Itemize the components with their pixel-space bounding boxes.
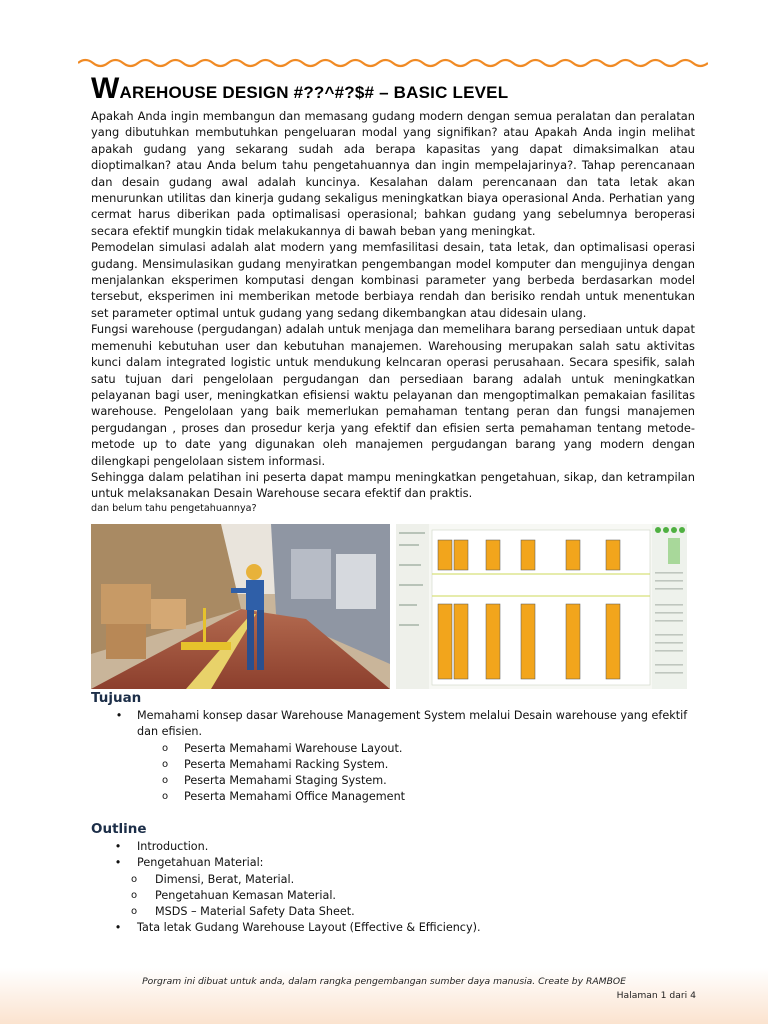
outline-sub-text: Dimensi, Berat, Material. [155,872,295,886]
outline-item-text: Pengetahuan Material: [137,856,264,870]
tujuan-sub-item [91,757,701,773]
warehouse-simulation-screenshot [396,524,687,689]
outline-item-text: Introduction. [137,840,209,853]
tujuan-heading: Tujuan [91,690,142,706]
tujuan-sub-text: Peserta Memahami Racking System. [184,757,389,771]
header-wave-divider [78,56,708,70]
outline-sub-text: MSDS – Material Safety Data Sheet. [155,905,355,919]
simulation-paragraph: Pemodelan simulasi adalah alat modern yang memfasilitasi desain, tata letak, dan optimalisasi operasi gudang. Mensimulasikan gudang menyiratkan pengembangan model komputer dan mengujinya dengan menjalankan eksperimen komputasi dengan kombinasi parameter yang berbeda berdasarkan model tersebut, eksperimen ini memberikan metode berbiaya rendah dan berisiko rendah untuk menentukan set parameter optimal untuk gudang yang sedang dikembangkan atau didesain ulang. [91,240,695,320]
bullet-dot-icon: • [114,840,122,853]
tujuan-sub-text: Peserta Memahami Office Management [184,790,406,804]
circle-bullet-icon: o [131,906,138,918]
circle-bullet-icon: o [162,791,169,803]
title-initial: W [91,72,120,105]
warehouse-worker-photo [91,524,390,689]
circle-bullet-icon: o [162,742,169,754]
tujuan-main-bullet [91,708,701,724]
page-title [91,74,695,104]
outline-sub-item [91,872,701,888]
outline-item [91,855,701,871]
page-body [91,74,695,515]
function-paragraph: Fungsi warehouse (pergudangan) adalah untuk menjaga dan memelihara barang persediaan untuk dapat memenuhi kebutuhan user dan kebutuhan manajemen. Warehousing merupakan salah satu aktivitas kunci dalam integrated logistic untuk mendukung kelncaran operasi perusahaan. Secara spesifik, salah satu tujuan dari pengelolaan pergudangan dan persediaan barang adalah untuk meningkatkan pelayanan bagi user, meningkatkan efisiensi waktu pelayanan dan mengoptimalkan pemakaian fasilitas warehouse. Pengelolaan yang baik memerlukan pemahaman tentang peran dan fungsi manajemen pergudangan , proses dan prosedur kerja yang efektif dan efisien serta pemahaman tentang metode-metode up to date yang digunakan oleh manajemen pergudangan barang yang modern dengan dilengkapi pengelolaan sistem informasi. [91,322,695,468]
illustration-row [91,524,687,689]
outline-item-text: Tata letak Gudang Warehouse Layout (Effective & Efficiency). [137,921,481,935]
outline-section [91,821,701,937]
tujuan-sub-item [91,773,701,789]
page-number: Halaman 1 dari 4 [616,990,696,1001]
footer-note: Porgram ini dibuat untuk anda, dalam rangka pengembangan sumber daya manusia. Create by RAMBOE [142,976,626,987]
title-text: AREHOUSE DESIGN #??^#?$# – BASIC LEVEL [119,83,509,102]
conclusion-paragraph: Sehingga dalam pelatihan ini peserta dapat mampu meningkatkan pengetahuan, sikap, dan ketrampilan untuk melaksanakan Desain Warehouse secara efektif dan praktis. [91,469,695,501]
circle-bullet-icon: o [131,873,138,885]
outline-sub-item [91,888,701,904]
circle-bullet-icon: o [162,758,169,770]
bullet-dot-icon: • [115,709,123,722]
circle-bullet-icon: o [131,889,138,901]
tujuan-main-cont: dan efisien. [137,725,203,739]
tujuan-main-text: Memahami konsep dasar Warehouse Management System melalui Desain warehouse yang efektif [137,709,688,722]
tujuan-sub-text: Peserta Memahami Staging System. [184,774,387,788]
outline-item [91,920,701,936]
outline-item [91,839,701,855]
tujuan-sub-item [91,789,701,805]
tujuan-sub-text: Peserta Memahami Warehouse Layout. [184,741,403,755]
intro-paragraph: Apakah Anda ingin membangun dan memasang gudang modern dengan semua peralatan dan peralatan yang dibutuhkan membutuhkan pengeluaran modal yang signifikan? atau Apakah Anda ingin melihat apakah gudang yang sekarang sudah ada berapa kapasitas yang dapat dimaksimalkan atau dioptimalkan? atau Anda belum tahu pengetahuannya dan ingin mempelajarinya?. Tahap perencanaan dan desain gudang awal adalah kuncinya. Kesalahan dalam perencanaan dan tata letak akan menurunkan utilitas dan kinerja gudang sekaligus meningkatkan biaya operasional Anda. Perhatian yang cermat harus diberikan pada optimalisasi operasional; bahkan gudang yang sebelumnya beroperasi secara efektif mungkin tidak melakukannya di bawah beban yang meningkat. [91,109,695,238]
bullet-dot-icon: • [114,856,122,870]
circle-bullet-icon: o [162,775,169,787]
tujuan-section [91,690,701,806]
outline-heading: Outline [91,821,147,837]
tujuan-sub-item [91,741,701,757]
image-caption: dan belum tahu pengetahuannya? [91,502,257,514]
outline-sub-text: Pengetahuan Kemasan Material. [155,888,336,902]
outline-sub-item [91,904,701,920]
bullet-dot-icon: • [114,921,122,935]
